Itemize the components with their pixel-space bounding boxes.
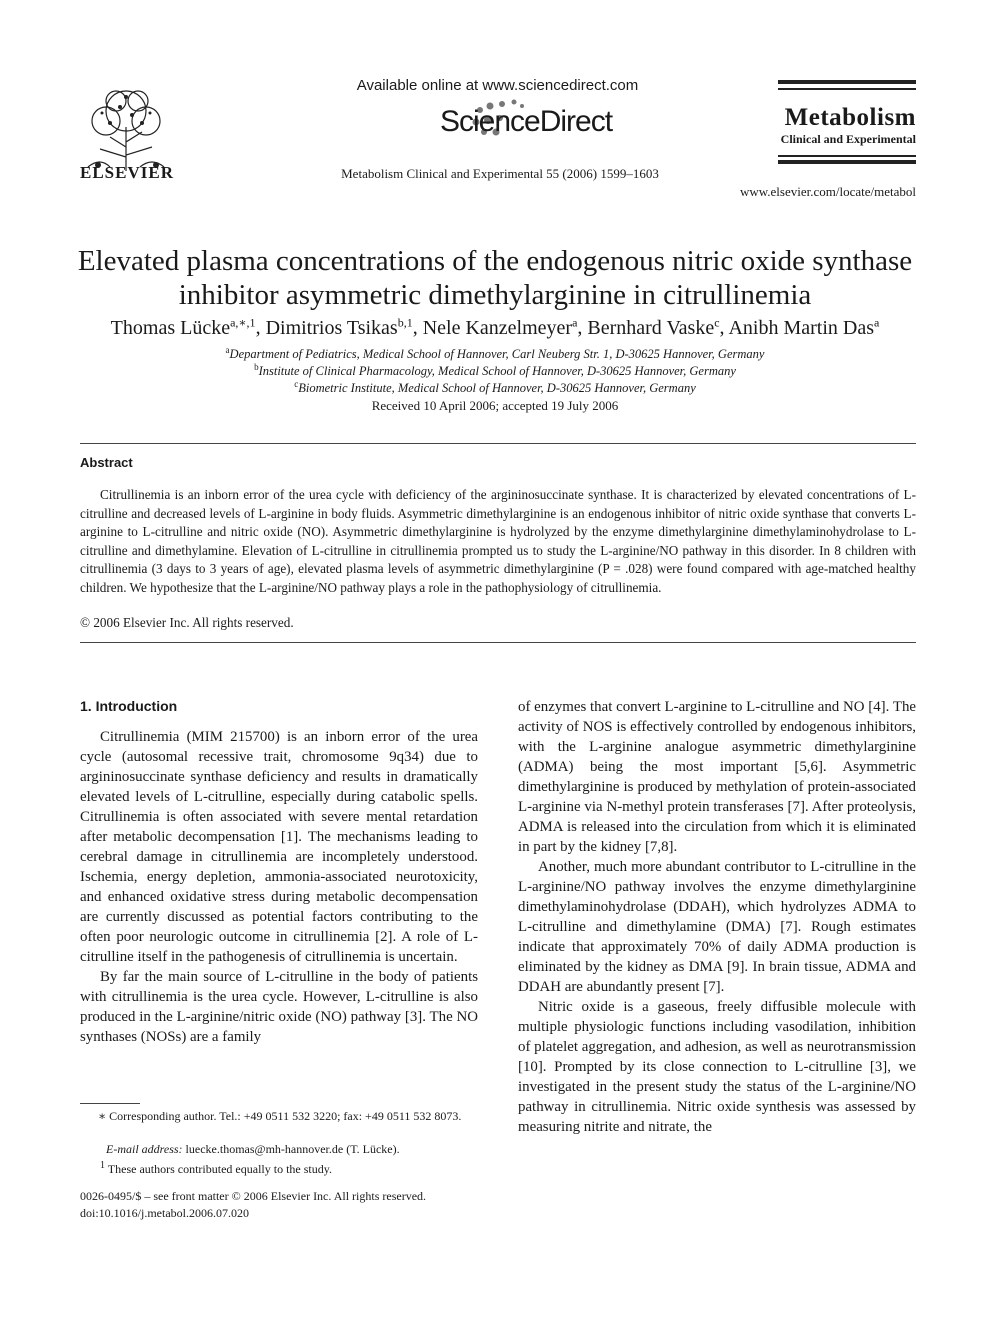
abstract-text: Citrullinemia is an inborn error of the urea cycle with deficiency of the argininosuccinate synthase. It is characterized by elevated concentrations of L-citrulline and decreased levels of L-arginine in body fluids. Asymmetric dimethylarginine is an endogenous inhibitor of nitric oxide synthase that converts L-arginine to L-citrulline and nitric oxide (NO). Asymmetric dimethylarginine is hydrolyzed by the enzyme dimethylarginine dimethylaminohydrolase to L-citrulline and dimethylamine. Elevation of L-citrulline in citrullinemia prompted us to study the L-arginine/NO pathway in this disorder. In 8 children with citrullinemia (3 days to 3 years of age), elevated plasma levels of asymmetric dimethylarginine (P = .028) were found compared with age-matched healthy children. We hypothesize that the L-arginine/NO pathway plays a role in the pathophysiology of citrullinemia. [80, 487, 916, 595]
section-heading: 1. Introduction [80, 698, 178, 714]
paragraph: of enzymes that convert L-arginine to L-citrulline and NO [4]. The activity of NOS is effectively controlled by endogenous inhibitors, with the L-arginine analogue asymmetric dimethylarginine (ADMA) being the most important [5,6]. Asymmetric dimethylarginine is produced by methylation of protein-associated L-arginine via N-methyl protein transferases [7]. After proteolysis, ADMA is released into the circulation from which it is eliminated in part by the kidney [7,8]. [518, 699, 916, 855]
footnote-corresponding: ∗ Corresponding author. Tel.: +49 0511 532 3220; fax: +49 0511 532 8073. [98, 1109, 462, 1123]
available-online-text[interactable]: Available online at www.sciencedirect.com [356, 77, 639, 94]
journal-name: Metabolism [784, 104, 916, 131]
paragraph: By far the main source of L-citrulline in the body of patients with citrullinemia is the urea cycle. However, L-citrulline is also produced in the L-arginine/nitric oxide (NO) pathway [3]. The NO synthases (NOSs) are a family [80, 969, 478, 1045]
author[interactable]: Thomas Lücke$^{a,∗,1}$ [110, 315, 256, 339]
email-link[interactable]: luecke.thomas@mh-hannover.de (T. Lücke). [185, 1142, 400, 1156]
author[interactable]: Dimitrios Tsikas$^{b,1}$ [265, 315, 413, 339]
journal-subtitle: Clinical and Experimental [780, 132, 916, 146]
doi-link[interactable]: doi:10.1016/j.metabol.2006.07.020 [80, 1205, 249, 1220]
right-column [518, 697, 916, 1137]
affiliation: $^a$Department of Pediatrics, Medical School of Hannover, Carl Neuberg Str. 1, D-30625 Hannover, Germany [225, 345, 765, 362]
journal-rule [778, 80, 916, 84]
paragraph: Citrullinemia (MIM 215700) is an inborn error of the urea cycle (autosomal recessive trait, chromosome 9q34) due to argininosuccinate synthase deficiency and results in dramatically elevated levels of L-citrulline, especially during catabolic spells. Citrullinemia is often associated with severe mental retardation after metabolic decompensation [1]. The mechanisms leading to cerebral damage in citrullinemia are incompletely understood. Ischemia, energy depletion, ammonia-associated neurotoxicity, and enhanced oxidative stress during metabolic decompensation are currently discussed as potential factors contributing to the often poor neurologic outcome in citrullinemia [2]. A role of L-citrulline itself in the pathogenesis of citrullinemia is uncertain. [80, 729, 478, 965]
divider [80, 443, 916, 444]
front-matter [80, 1188, 426, 1221]
title-line: Elevated plasma concentrations of the endogenous nitric oxide synthase [77, 245, 913, 277]
left-column [80, 727, 478, 1047]
author-list: Thomas Lücke$^{a,∗,1}$, Dimitrios Tsikas$^{b,1}$, Nele Kanzelmeyer$^a$, Bernhard Vaske$^c$, Anibh Martin Das$^a$ [110, 315, 880, 339]
received-dates: Received 10 April 2006; accepted 19 July 2006 [371, 398, 619, 413]
footnote-rule [80, 1103, 140, 1104]
footnote-equal: $^1$ These authors contributed equally to the study. [100, 1160, 332, 1176]
sciencedirect-wordmark: ScienceDirect [440, 105, 613, 138]
author[interactable]: Nele Kanzelmeyer$^a$ [422, 315, 578, 339]
divider [80, 642, 916, 643]
journal-url-link[interactable]: www.elsevier.com/locate/metabol [739, 184, 916, 199]
author[interactable]: Anibh Martin Das$^a$ [728, 315, 880, 339]
abstract-heading: Abstract [80, 455, 133, 470]
author[interactable]: Bernhard Vaske$^c$ [587, 315, 720, 339]
article-title [60, 244, 930, 312]
journal-rule [778, 160, 916, 164]
paragraph: Nitric oxide is a gaseous, freely diffusible molecule with multiple physiologic functions including vasodilation, inhibition of platelet aggregation, and adhesion, as well as neurotransmission [10]. Prompted by its close connection to L-citrulline [3], we investigated in the present study the status of the L-arginine/NO pathway in citrullinemia. Nitric oxide synthesis was assessed by measuring nitrite and nitrate, the [518, 999, 916, 1135]
affiliation: $^c$Biometric Institute, Medical School of Hannover, D-30625 Hannover, Germany [294, 379, 696, 396]
title-line: inhibitor asymmetric dimethylarginine in citrullinemia [178, 279, 812, 311]
journal-rule [778, 88, 916, 90]
journal-rule [778, 155, 916, 157]
copyright-notice: © 2006 Elsevier Inc. All rights reserved. [80, 615, 294, 630]
affiliation: $^b$Institute of Clinical Pharmacology, Medical School of Hannover, D-30625 Hannover, Germany [254, 362, 736, 379]
paragraph: Another, much more abundant contributor to L-citrulline in the L-arginine/NO pathway involves the enzyme dimethylarginine dimethylaminohydrolase (DDAH), which hydrolyzes ADMA to L-citrulline and dimethylamine (DMA) [7]. Rough estimates indicate that approximately 70% of daily ADMA production is eliminated by the kidney as DMA [9]. In brain tissue, ADMA and DDAH are abundantly present [7]. [518, 859, 916, 995]
journal-citation: Metabolism Clinical and Experimental 55 (2006) 1599–1603 [341, 166, 659, 181]
footnote-email: E-mail address: luecke.thomas@mh-hannover.de (T. Lücke). [106, 1142, 400, 1156]
issn-line: 0026-0495/$ – see front matter © 2006 Elsevier Inc. All rights reserved. [80, 1189, 427, 1203]
publisher-name: ELSEVIER [80, 163, 174, 182]
